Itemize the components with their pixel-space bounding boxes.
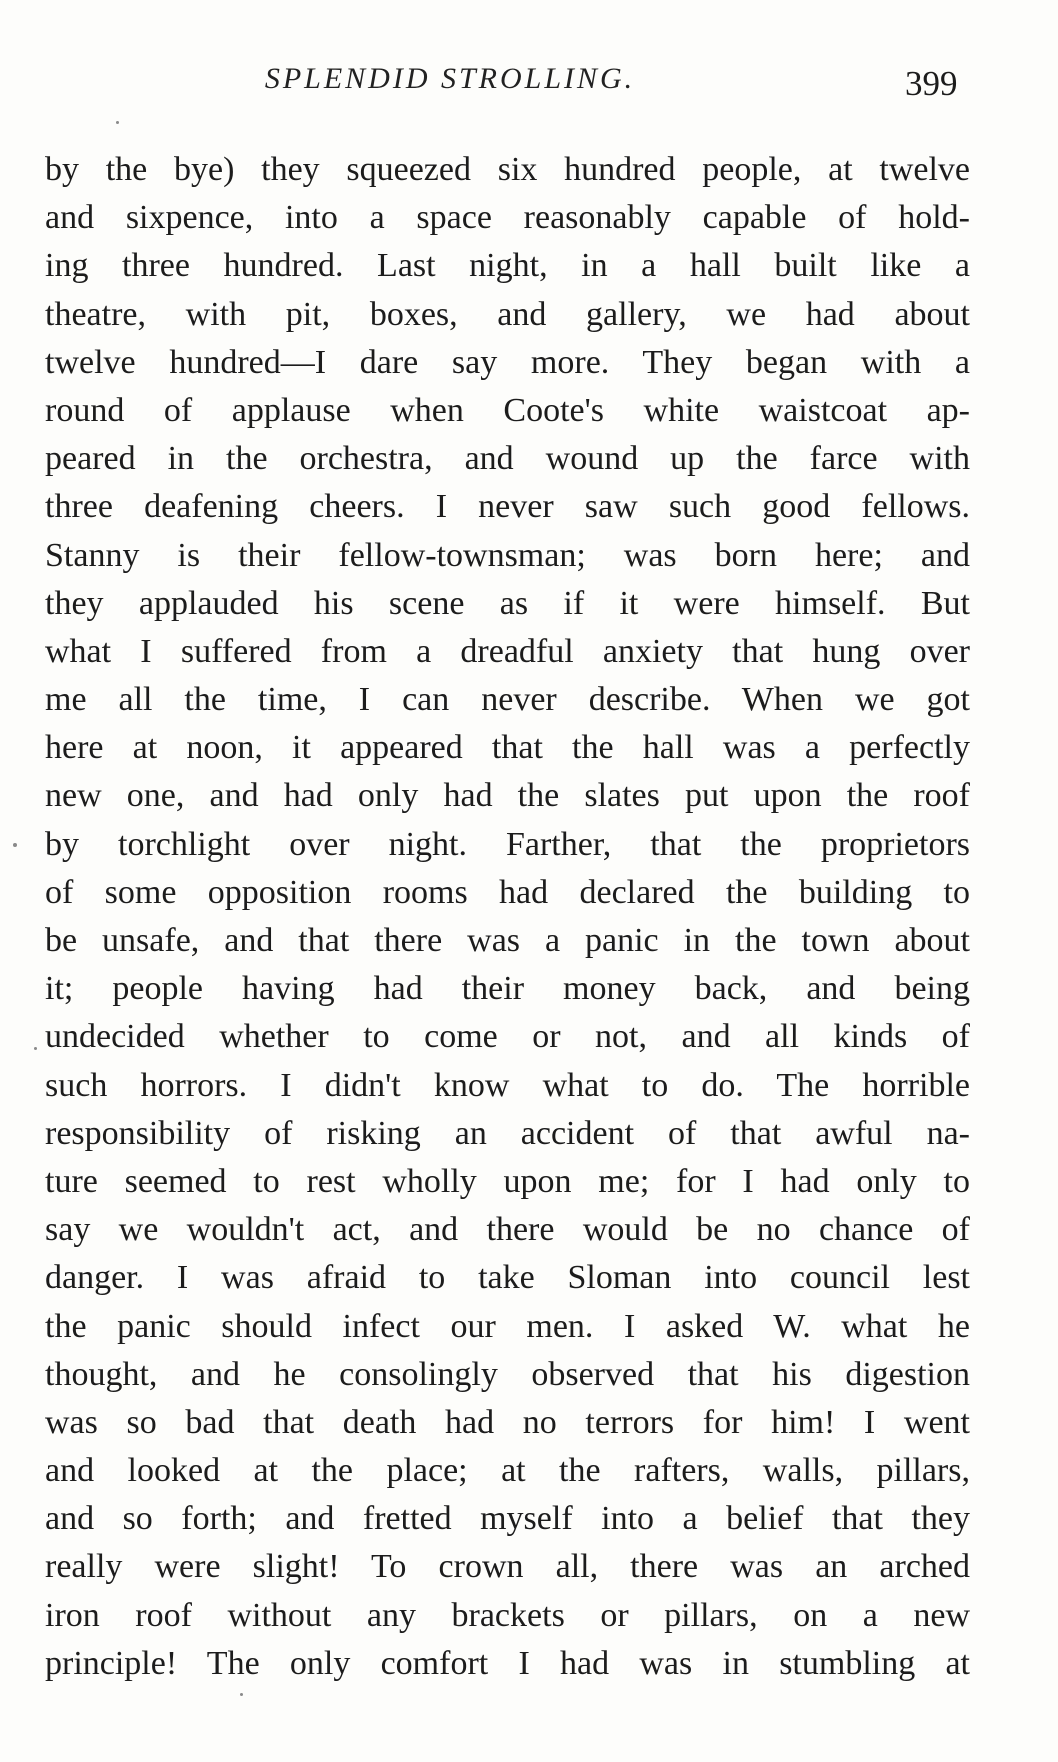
text-line: of some opposition rooms had declared the building to bbox=[45, 873, 970, 911]
text-line: by the bye) they squeezed six hundred people, at twelve bbox=[45, 151, 970, 188]
text-line: danger. I was afraid to take Sloman into council lest bbox=[45, 1259, 970, 1297]
text-line: it; people having had their money back, and being bbox=[45, 970, 970, 1008]
text-line: undecided whether to come or not, and all kinds of bbox=[45, 1018, 970, 1056]
text-line: what I suffered from a dreadful anxiety that hung over bbox=[45, 632, 970, 670]
print-speck bbox=[13, 843, 17, 847]
text-line: new one, and had only had the slates put upon the roof bbox=[45, 777, 970, 815]
page-number: 399 bbox=[905, 64, 958, 103]
text-line: and looked at the place; at the rafters, walls, pillars, bbox=[45, 1452, 970, 1490]
text-line: they applauded his scene as if it were himself. But bbox=[45, 584, 970, 622]
text-line: round of applause when Coote's white waistcoat ap- bbox=[45, 391, 970, 429]
text-line: me all the time, I can never describe. When we got bbox=[45, 681, 970, 719]
text-line: was so bad that death had no terrors for him! I went bbox=[45, 1403, 970, 1441]
text-line: really were slight! To crown all, there was an arched bbox=[45, 1548, 970, 1586]
print-speck bbox=[116, 121, 119, 124]
text-line: be unsafe, and that there was a panic in the town about bbox=[45, 922, 970, 959]
text-line: say we wouldn't act, and there would be no chance of bbox=[45, 1211, 970, 1249]
text-line: and so forth; and fretted myself into a belief that they bbox=[45, 1500, 970, 1538]
text-line: theatre, with pit, boxes, and gallery, we had about bbox=[45, 295, 970, 333]
text-line: principle! The only comfort I had was in stumbling at bbox=[45, 1644, 970, 1682]
body-text bbox=[45, 146, 970, 1688]
text-line: the panic should infect our men. I asked W. what he bbox=[45, 1307, 970, 1345]
text-line: three deafening cheers. I never saw such good fellows. bbox=[45, 488, 970, 526]
text-line: twelve hundred—I dare say more. They began with a bbox=[45, 343, 970, 381]
text-line: ture seemed to rest wholly upon me; for I had only to bbox=[45, 1162, 970, 1200]
print-speck bbox=[34, 1047, 37, 1050]
text-line: responsibility of risking an accident of that awful na- bbox=[45, 1114, 970, 1152]
text-line: such horrors. I didn't know what to do. The horrible bbox=[45, 1066, 970, 1104]
running-title: SPLENDID STROLLING. bbox=[264, 62, 636, 95]
text-line: and sixpence, into a space reasonably capable of hold- bbox=[45, 199, 970, 237]
text-line: here at noon, it appeared that the hall was a perfectly bbox=[45, 729, 970, 767]
print-speck bbox=[240, 1693, 243, 1696]
text-line: iron roof without any brackets or pillars, on a new bbox=[45, 1596, 970, 1634]
text-line: by torchlight over night. Farther, that the proprietors bbox=[45, 825, 970, 863]
running-header bbox=[0, 58, 1058, 118]
text-line: ing three hundred. Last night, in a hall built like a bbox=[45, 247, 970, 285]
text-line: Stanny is their fellow-townsman; was born here; and bbox=[45, 536, 970, 574]
text-line: thought, and he consolingly observed that his digestion bbox=[45, 1355, 970, 1393]
text-line: peared in the orchestra, and wound up the farce with bbox=[45, 440, 970, 478]
